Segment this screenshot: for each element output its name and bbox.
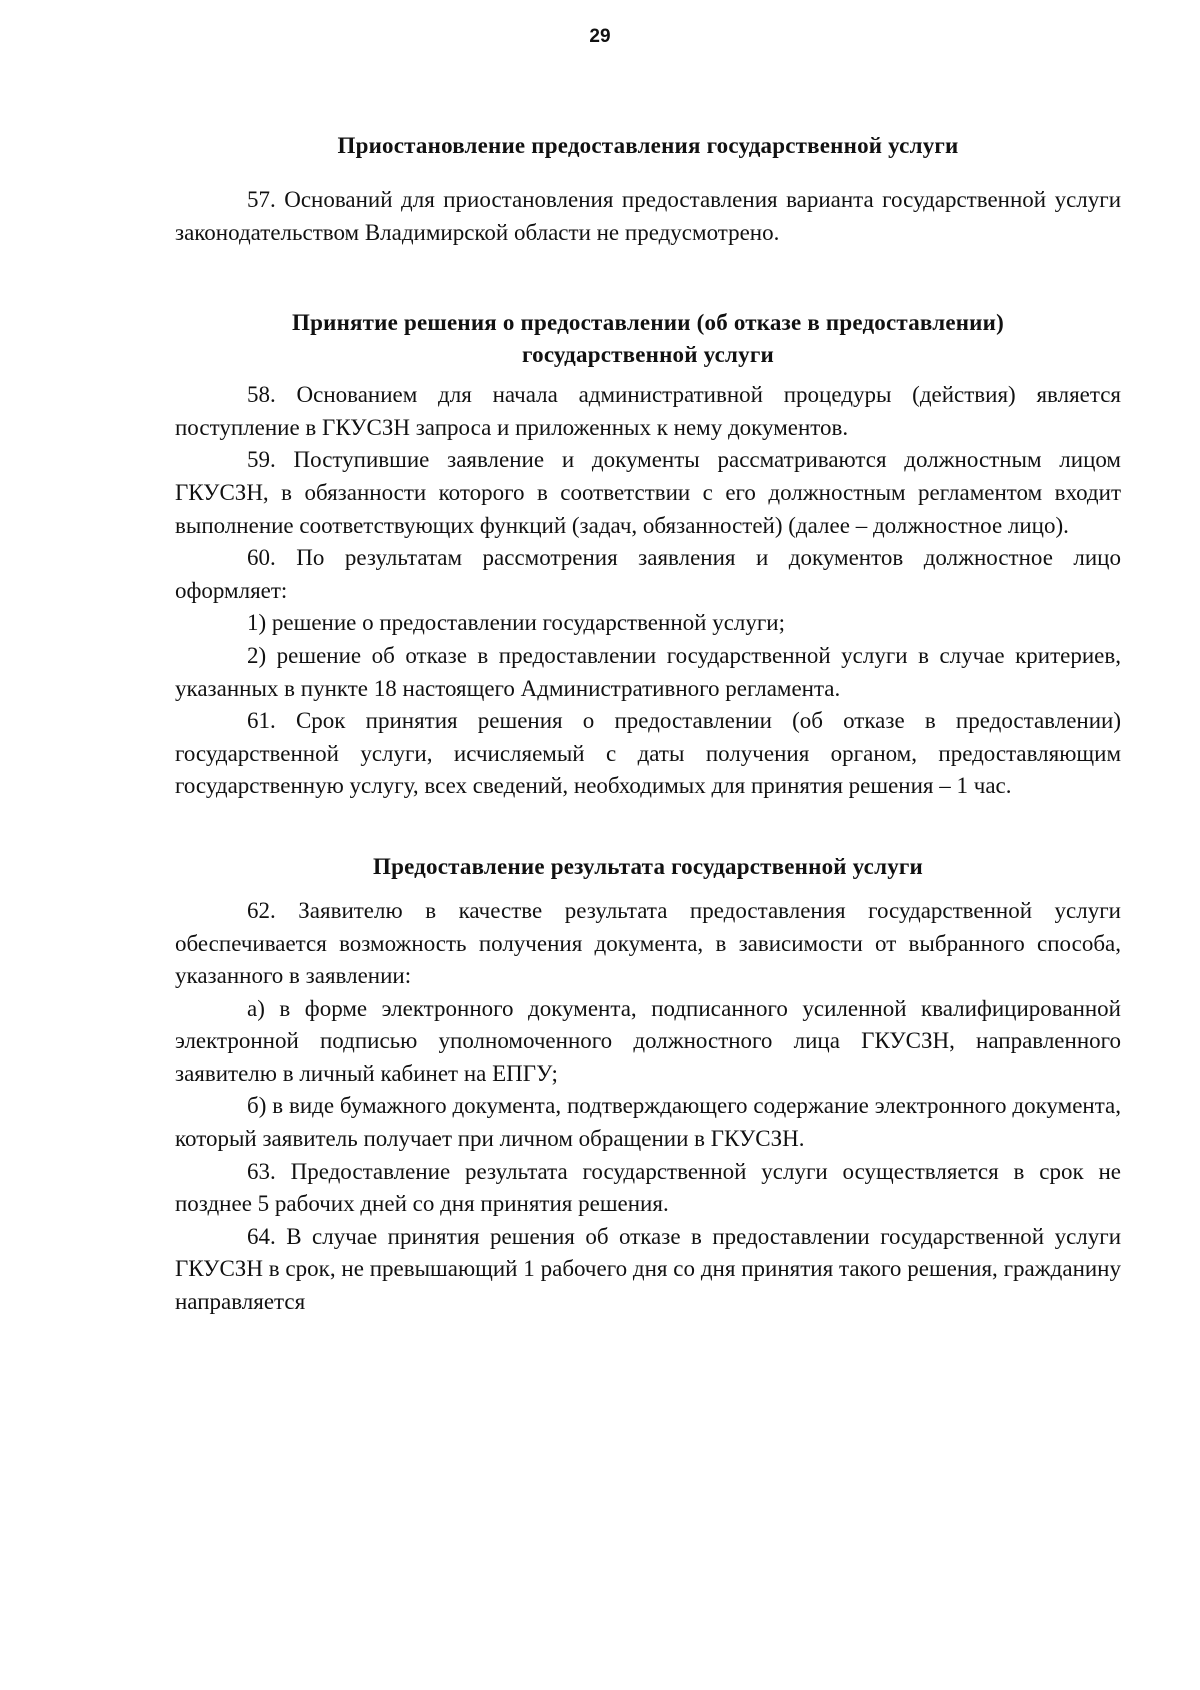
paragraph-62-item-a: а) в форме электронного документа, подписанного усиленной квалифицированной электронной подписью уполномоченного должностного лица ГКУСЗН, направленного заявителю в личный кабинет на ЕПГУ; (175, 995, 1121, 1086)
section-heading-suspension: Приостановление предоставления государственной услуги (337, 133, 959, 158)
paragraph-57: 57. Оснований для приостановления предоставления варианта государственной услуги законодательством Владимирской области не предусмотрено. (175, 187, 1121, 245)
section-heading-decision-line1: Принятие решения о предоставлении (об отказе в предоставлении) (292, 310, 1004, 336)
page-number: 29 (589, 26, 611, 47)
section-heading-decision-line2: государственной услуги (522, 342, 774, 368)
section-heading-decision (175, 307, 1121, 371)
paragraph-62: 62. Заявителю в качестве результата предоставления государственной услуги обеспечивается возможность получения документа, в зависимости от выбранного способа, указанного в заявлении: (175, 897, 1121, 989)
paragraph-63: 63. Предоставление результата государственной услуги осуществляется в срок не позднее 5 рабочих дней со дня принятия решения. (175, 1158, 1121, 1217)
document-content (175, 130, 1121, 1319)
paragraph-59: 59. Поступившие заявление и документы рассматриваются должностным лицом ГКУСЗН, в обязанности которого в соответствии с его должностным регламентом входит выполнение соответствующих функций (задач, обязанностей) (далее – должностное лицо). (175, 447, 1121, 538)
paragraph-61: 61. Срок принятия решения о предоставлении (об отказе в предоставлении) государственной услуги, исчисляемый с даты получения органом, предоставляющим государственную услугу, всех сведений, необходимых для принятия решения – 1 час. (175, 708, 1121, 799)
paragraph-58: 58. Основанием для начала административной процедуры (действия) является поступление в ГКУСЗН запроса и приложенных к нему документов. (175, 382, 1121, 440)
paragraph-60: 60. По результатам рассмотрения заявления и документов должностное лицо оформляет: (175, 545, 1121, 603)
paragraph-60-item-2: 2) решение об отказе в предоставлении государственной услуги в случае критериев, указанных в пункте 18 настоящего Административного регламента. (175, 642, 1121, 701)
paragraph-62-item-b: б) в виде бумажного документа, подтверждающего содержание электронного документа, который заявитель получает при личном обращении в ГКУСЗН. (175, 1093, 1121, 1152)
section-heading-result: Предоставление результата государственной услуги (373, 853, 923, 879)
paragraph-60-item-1: 1) решение о предоставлении государственной услуги; (247, 610, 786, 636)
paragraph-64: 64. В случае принятия решения об отказе в предоставлении государственной услуги ГКУСЗН в срок, не превышающий 1 рабочего дня со дня принятия такого решения, гражданину направляется (175, 1223, 1121, 1315)
